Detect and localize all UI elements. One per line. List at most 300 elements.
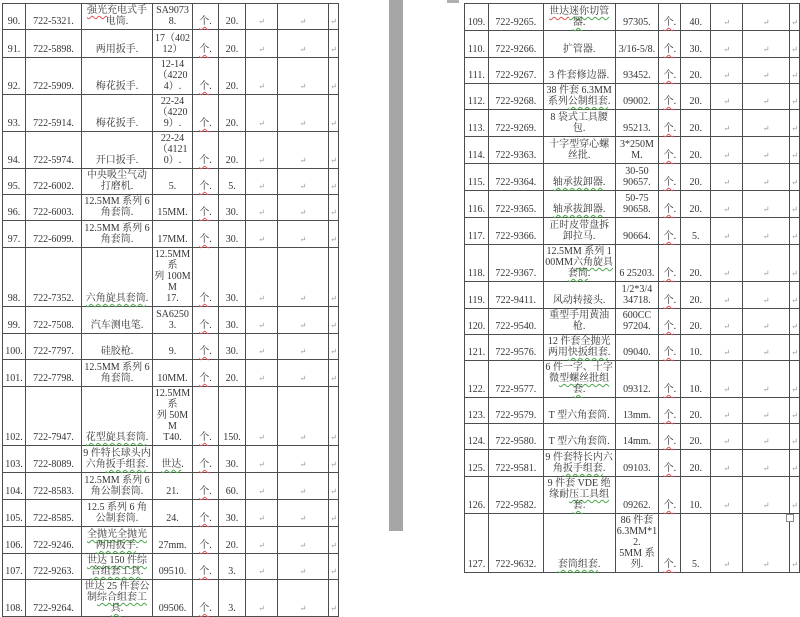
empty-cell[interactable]: [711, 424, 743, 450]
item-code-cell[interactable]: 722-9366.: [488, 218, 543, 245]
quantity-cell[interactable]: 20.: [681, 110, 711, 137]
quantity-cell[interactable]: 20.: [219, 360, 246, 387]
empty-cell[interactable]: [278, 4, 329, 30]
empty-cell[interactable]: [246, 195, 278, 221]
row-number-cell[interactable]: 126.: [465, 477, 489, 514]
empty-cell[interactable]: [711, 164, 743, 191]
quantity-cell[interactable]: 20.: [681, 84, 711, 110]
unit-cell[interactable]: 个.: [193, 473, 219, 500]
item-code-cell[interactable]: 722-8089.: [26, 446, 82, 473]
row-number-cell[interactable]: 108.: [3, 580, 26, 617]
quantity-cell[interactable]: 30.: [219, 446, 246, 473]
empty-cell[interactable]: [278, 554, 329, 580]
spec-cell[interactable]: 1/2*3/4 34718.: [615, 282, 659, 309]
spec-cell[interactable]: 14mm.: [615, 424, 659, 450]
row-number-cell[interactable]: 100.: [3, 334, 26, 360]
item-code-cell[interactable]: 722-9263.: [26, 554, 82, 580]
empty-cell[interactable]: [278, 580, 329, 617]
spec-cell[interactable]: 86 件套 6.3MM*12. 5MM 系列.: [615, 514, 659, 573]
item-code-cell[interactable]: 722-9364.: [488, 164, 543, 191]
unit-cell[interactable]: 个.: [659, 164, 681, 191]
item-name-cell[interactable]: 12 件套全抛光两用快扳组套.: [543, 335, 615, 361]
empty-cell[interactable]: [711, 477, 743, 514]
unit-cell[interactable]: 个.: [659, 361, 681, 398]
item-name-cell[interactable]: 12.5MM 系列 6 角套筒.: [82, 221, 153, 248]
row-number-cell[interactable]: 110.: [465, 31, 489, 58]
item-name-cell[interactable]: 世达 150 件综合组套工具.: [82, 554, 153, 580]
row-number-cell[interactable]: 90.: [3, 4, 26, 30]
empty-cell[interactable]: [711, 282, 743, 309]
item-code-cell[interactable]: 722-6002.: [26, 169, 82, 195]
quantity-cell[interactable]: 20.: [681, 164, 711, 191]
empty-cell[interactable]: [711, 191, 743, 218]
row-number-cell[interactable]: 96.: [3, 195, 26, 221]
empty-cell[interactable]: [278, 30, 329, 58]
spec-cell[interactable]: 6 25203.: [615, 245, 659, 282]
item-code-cell[interactable]: 722-7947.: [26, 387, 82, 446]
row-number-cell[interactable]: 117.: [465, 218, 489, 245]
item-code-cell[interactable]: 722-9411.: [488, 282, 543, 309]
empty-cell[interactable]: [743, 164, 790, 191]
item-code-cell[interactable]: 722-9577.: [488, 361, 543, 398]
inventory-table-right[interactable]: [464, 3, 800, 573]
empty-cell[interactable]: [743, 424, 790, 450]
row-number-cell[interactable]: 113.: [465, 110, 489, 137]
empty-cell[interactable]: [246, 580, 278, 617]
empty-cell[interactable]: [246, 500, 278, 527]
quantity-cell[interactable]: 20.: [219, 527, 246, 554]
empty-cell[interactable]: [711, 450, 743, 477]
item-name-cell[interactable]: 3 件套修边器.: [543, 58, 615, 84]
quantity-cell[interactable]: 20.: [681, 245, 711, 282]
unit-cell[interactable]: 个.: [193, 169, 219, 195]
spec-cell[interactable]: 09040.: [615, 335, 659, 361]
quantity-cell[interactable]: 150.: [219, 387, 246, 446]
quantity-cell[interactable]: 3.: [219, 580, 246, 617]
empty-cell[interactable]: [278, 95, 329, 132]
spec-cell[interactable]: 5.: [153, 169, 193, 195]
unit-cell[interactable]: 个.: [193, 307, 219, 334]
row-number-cell[interactable]: 123.: [465, 398, 489, 424]
item-name-cell[interactable]: 扩管器.: [543, 31, 615, 58]
spec-cell[interactable]: 600CC 97204.: [615, 309, 659, 335]
row-number-cell[interactable]: 112.: [465, 84, 489, 110]
item-code-cell[interactable]: 722-5898.: [26, 30, 82, 58]
spec-cell[interactable]: 12.5MM 系 列 100MM 17.: [153, 248, 193, 307]
row-number-cell[interactable]: 121.: [465, 335, 489, 361]
unit-cell[interactable]: 个.: [193, 248, 219, 307]
item-name-cell[interactable]: 六角旋具套筒.: [82, 248, 153, 307]
unit-cell[interactable]: 个.: [193, 95, 219, 132]
unit-cell[interactable]: 个.: [659, 514, 681, 573]
quantity-cell[interactable]: 5.: [219, 169, 246, 195]
empty-cell[interactable]: [246, 58, 278, 95]
quantity-cell[interactable]: 20.: [681, 450, 711, 477]
empty-cell[interactable]: [246, 473, 278, 500]
empty-cell[interactable]: [246, 307, 278, 334]
row-number-cell[interactable]: 114.: [465, 137, 489, 164]
empty-cell[interactable]: [246, 30, 278, 58]
row-number-cell[interactable]: 125.: [465, 450, 489, 477]
quantity-cell[interactable]: 20.: [219, 4, 246, 30]
spec-cell[interactable]: 17MM.: [153, 221, 193, 248]
item-code-cell[interactable]: 722-9579.: [488, 398, 543, 424]
row-number-cell[interactable]: 101.: [3, 360, 26, 387]
row-number-cell[interactable]: 119.: [465, 282, 489, 309]
item-code-cell[interactable]: 722-5321.: [26, 4, 82, 30]
row-number-cell[interactable]: 115.: [465, 164, 489, 191]
item-name-cell[interactable]: 全抛光全抛光两用扳手.: [82, 527, 153, 554]
spec-cell[interactable]: 95213.: [615, 110, 659, 137]
item-name-cell[interactable]: 38 件套 6.3MM 系列公制组套.: [543, 84, 615, 110]
empty-cell[interactable]: [711, 84, 743, 110]
row-number-cell[interactable]: 118.: [465, 245, 489, 282]
quantity-cell[interactable]: 20.: [681, 58, 711, 84]
empty-cell[interactable]: [278, 169, 329, 195]
unit-cell[interactable]: 个.: [659, 110, 681, 137]
table-move-handle[interactable]: [447, 0, 459, 3]
item-name-cell[interactable]: 汽车测电笔.: [82, 307, 153, 334]
item-code-cell[interactable]: 722-6003.: [26, 195, 82, 221]
unit-cell[interactable]: 个.: [659, 424, 681, 450]
empty-cell[interactable]: [246, 334, 278, 360]
item-name-cell[interactable]: 12.5MM 系列 6 角套筒.: [82, 360, 153, 387]
row-number-cell[interactable]: 99.: [3, 307, 26, 334]
quantity-cell[interactable]: 20.: [219, 58, 246, 95]
document-page-left[interactable]: [0, 0, 389, 614]
item-code-cell[interactable]: 722-5974.: [26, 132, 82, 169]
item-name-cell[interactable]: 开口扳手.: [82, 132, 153, 169]
unit-cell[interactable]: 个.: [659, 218, 681, 245]
item-name-cell[interactable]: 轴承拔卸器.: [543, 191, 615, 218]
row-number-cell[interactable]: 106.: [3, 527, 26, 554]
spec-cell[interactable]: 09312.: [615, 361, 659, 398]
unit-cell[interactable]: 个.: [659, 282, 681, 309]
empty-cell[interactable]: [743, 477, 790, 514]
quantity-cell[interactable]: 40.: [681, 4, 711, 31]
empty-cell[interactable]: [278, 307, 329, 334]
item-name-cell[interactable]: 世达 25 件套公制综合组套工具.: [82, 580, 153, 617]
inventory-table-left[interactable]: [2, 3, 339, 617]
row-number-cell[interactable]: 93.: [3, 95, 26, 132]
item-name-cell[interactable]: 中央吸尘气动打磨机.: [82, 169, 153, 195]
empty-cell[interactable]: [278, 132, 329, 169]
item-name-cell[interactable]: 两用扳手.: [82, 30, 153, 58]
quantity-cell[interactable]: 10.: [681, 361, 711, 398]
unit-cell[interactable]: 个.: [659, 58, 681, 84]
empty-cell[interactable]: [743, 4, 790, 31]
unit-cell[interactable]: 个.: [193, 360, 219, 387]
spec-cell[interactable]: 17（40212）: [153, 30, 193, 58]
unit-cell[interactable]: 个.: [193, 221, 219, 248]
quantity-cell[interactable]: 30.: [219, 195, 246, 221]
row-number-cell[interactable]: 127.: [465, 514, 489, 573]
empty-cell[interactable]: [246, 446, 278, 473]
quantity-cell[interactable]: 20.: [219, 30, 246, 58]
unit-cell[interactable]: 个.: [659, 191, 681, 218]
row-number-cell[interactable]: 120.: [465, 309, 489, 335]
spec-cell[interactable]: 12.5MM 系 列 50MM T40.: [153, 387, 193, 446]
unit-cell[interactable]: 个.: [659, 477, 681, 514]
quantity-cell[interactable]: 20.: [219, 95, 246, 132]
empty-cell[interactable]: [711, 110, 743, 137]
item-code-cell[interactable]: 722-9582.: [488, 477, 543, 514]
quantity-cell[interactable]: 20.: [681, 309, 711, 335]
item-name-cell[interactable]: 9 件套 VDE 绝缘耐压工具组套.: [543, 477, 615, 514]
quantity-cell[interactable]: 5.: [681, 218, 711, 245]
empty-cell[interactable]: [246, 221, 278, 248]
spec-cell[interactable]: 3*250MM.: [615, 137, 659, 164]
item-name-cell[interactable]: 9 件套特长内六角扳手组套.: [543, 450, 615, 477]
quantity-cell[interactable]: 20.: [681, 191, 711, 218]
item-name-cell[interactable]: 梅花扳手.: [82, 95, 153, 132]
item-code-cell[interactable]: 722-9581.: [488, 450, 543, 477]
quantity-cell[interactable]: 10.: [681, 477, 711, 514]
item-code-cell[interactable]: 722-9365.: [488, 191, 543, 218]
row-number-cell[interactable]: 122.: [465, 361, 489, 398]
spec-cell[interactable]: 09103.: [615, 450, 659, 477]
empty-cell[interactable]: [278, 360, 329, 387]
unit-cell[interactable]: 个.: [659, 137, 681, 164]
spec-cell[interactable]: SA90738.: [153, 4, 193, 30]
empty-cell[interactable]: [711, 245, 743, 282]
empty-cell[interactable]: [711, 361, 743, 398]
quantity-cell[interactable]: 20.: [681, 398, 711, 424]
row-number-cell[interactable]: 124.: [465, 424, 489, 450]
spec-cell[interactable]: 97305.: [615, 4, 659, 31]
item-name-cell[interactable]: 花型旋具套筒.: [82, 387, 153, 446]
item-code-cell[interactable]: 722-9363.: [488, 137, 543, 164]
empty-cell[interactable]: [278, 387, 329, 446]
empty-cell[interactable]: [743, 514, 790, 573]
quantity-cell[interactable]: 10.: [681, 335, 711, 361]
item-name-cell[interactable]: 风动转接头.: [543, 282, 615, 309]
empty-cell[interactable]: [743, 335, 790, 361]
row-number-cell[interactable]: 91.: [3, 30, 26, 58]
empty-cell[interactable]: [743, 84, 790, 110]
quantity-cell[interactable]: 3.: [219, 554, 246, 580]
row-number-cell[interactable]: 116.: [465, 191, 489, 218]
item-name-cell[interactable]: 12.5 系列 6 角公制套筒.: [82, 500, 153, 527]
unit-cell[interactable]: 个.: [659, 450, 681, 477]
row-number-cell[interactable]: 107.: [3, 554, 26, 580]
quantity-cell[interactable]: 30.: [219, 500, 246, 527]
spec-cell[interactable]: 09506.: [153, 580, 193, 617]
unit-cell[interactable]: 个.: [193, 527, 219, 554]
row-number-cell[interactable]: 111.: [465, 58, 489, 84]
item-name-cell[interactable]: 硅胶枪.: [82, 334, 153, 360]
item-code-cell[interactable]: 722-9264.: [26, 580, 82, 617]
spec-cell[interactable]: SA62503.: [153, 307, 193, 334]
item-name-cell[interactable]: 9 件特长球头内六角扳手组套.: [82, 446, 153, 473]
empty-cell[interactable]: [278, 446, 329, 473]
empty-cell[interactable]: [246, 248, 278, 307]
empty-cell[interactable]: [278, 500, 329, 527]
empty-cell[interactable]: [278, 527, 329, 554]
row-number-cell[interactable]: 109.: [465, 4, 489, 31]
spec-cell[interactable]: 90664.: [615, 218, 659, 245]
item-code-cell[interactable]: 722-7508.: [26, 307, 82, 334]
item-code-cell[interactable]: 722-7352.: [26, 248, 82, 307]
quantity-cell[interactable]: 20.: [681, 137, 711, 164]
item-code-cell[interactable]: 722-9367.: [488, 245, 543, 282]
item-code-cell[interactable]: 722-9580.: [488, 424, 543, 450]
row-number-cell[interactable]: 102.: [3, 387, 26, 446]
empty-cell[interactable]: [743, 282, 790, 309]
quantity-cell[interactable]: 5.: [681, 514, 711, 573]
item-name-cell[interactable]: 6 件一字、十字微型螺丝批组套.: [543, 361, 615, 398]
spec-cell[interactable]: 93452.: [615, 58, 659, 84]
spec-cell[interactable]: 30-50 90657.: [615, 164, 659, 191]
empty-cell[interactable]: [743, 137, 790, 164]
unit-cell[interactable]: 个.: [659, 335, 681, 361]
item-name-cell[interactable]: 轴承拔卸器.: [543, 164, 615, 191]
quantity-cell[interactable]: 30.: [219, 248, 246, 307]
empty-cell[interactable]: [743, 58, 790, 84]
item-code-cell[interactable]: 722-8583.: [26, 473, 82, 500]
spec-cell[interactable]: 9.: [153, 334, 193, 360]
item-name-cell[interactable]: T 型六角套筒.: [543, 398, 615, 424]
document-page-right[interactable]: [403, 0, 800, 570]
empty-cell[interactable]: [711, 309, 743, 335]
item-code-cell[interactable]: 722-9266.: [488, 31, 543, 58]
item-code-cell[interactable]: 722-9246.: [26, 527, 82, 554]
empty-cell[interactable]: [743, 398, 790, 424]
empty-cell[interactable]: [278, 334, 329, 360]
unit-cell[interactable]: 个.: [193, 334, 219, 360]
row-number-cell[interactable]: 92.: [3, 58, 26, 95]
item-name-cell[interactable]: 12.5MM 系列 6 角公制套筒.: [82, 473, 153, 500]
row-number-cell[interactable]: 97.: [3, 221, 26, 248]
spec-cell[interactable]: 10MM.: [153, 360, 193, 387]
unit-cell[interactable]: 个.: [193, 58, 219, 95]
quantity-cell[interactable]: 30.: [219, 334, 246, 360]
empty-cell[interactable]: [246, 360, 278, 387]
quantity-cell[interactable]: 20.: [681, 424, 711, 450]
row-number-cell[interactable]: 104.: [3, 473, 26, 500]
item-name-cell[interactable]: 强光充电式手电筒.: [82, 4, 153, 30]
empty-cell[interactable]: [743, 309, 790, 335]
spec-cell[interactable]: 3/16-5/8.: [615, 31, 659, 58]
unit-cell[interactable]: 个.: [193, 580, 219, 617]
empty-cell[interactable]: [278, 473, 329, 500]
empty-cell[interactable]: [711, 335, 743, 361]
empty-cell[interactable]: [278, 195, 329, 221]
empty-cell[interactable]: [246, 169, 278, 195]
spec-cell[interactable]: 12-14 （42204）.: [153, 58, 193, 95]
quantity-cell[interactable]: 60.: [219, 473, 246, 500]
unit-cell[interactable]: 个.: [193, 4, 219, 30]
empty-cell[interactable]: [711, 31, 743, 58]
spec-cell[interactable]: 27mm.: [153, 527, 193, 554]
empty-cell[interactable]: [743, 31, 790, 58]
spec-cell[interactable]: 22-24 （42209）.: [153, 95, 193, 132]
item-name-cell[interactable]: 套筒组套.: [543, 514, 615, 573]
unit-cell[interactable]: 个.: [193, 500, 219, 527]
item-code-cell[interactable]: 722-8585.: [26, 500, 82, 527]
empty-cell[interactable]: [743, 110, 790, 137]
empty-cell[interactable]: [743, 450, 790, 477]
unit-cell[interactable]: 个.: [193, 446, 219, 473]
empty-cell[interactable]: [246, 4, 278, 30]
item-name-cell[interactable]: 12.5MM 系列 100MM六角旋具套筒.: [543, 245, 615, 282]
table-resize-handle[interactable]: [786, 514, 794, 522]
empty-cell[interactable]: [711, 514, 743, 573]
row-number-cell[interactable]: 103.: [3, 446, 26, 473]
unit-cell[interactable]: 个.: [193, 195, 219, 221]
empty-cell[interactable]: [711, 398, 743, 424]
row-number-cell[interactable]: 105.: [3, 500, 26, 527]
item-code-cell[interactable]: 722-9265.: [488, 4, 543, 31]
item-name-cell[interactable]: 世达迷你切管器.: [543, 4, 615, 31]
empty-cell[interactable]: [278, 58, 329, 95]
unit-cell[interactable]: 个.: [193, 387, 219, 446]
empty-cell[interactable]: [246, 132, 278, 169]
empty-cell[interactable]: [743, 191, 790, 218]
empty-cell[interactable]: [246, 554, 278, 580]
spec-cell[interactable]: 15MM.: [153, 195, 193, 221]
item-name-cell[interactable]: 正时皮带盘拆卸拉马.: [543, 218, 615, 245]
unit-cell[interactable]: 个.: [659, 245, 681, 282]
empty-cell[interactable]: [278, 221, 329, 248]
item-code-cell[interactable]: 722-7798.: [26, 360, 82, 387]
item-name-cell[interactable]: 十字型穿心螺丝批.: [543, 137, 615, 164]
quantity-cell[interactable]: 30.: [681, 31, 711, 58]
empty-cell[interactable]: [743, 218, 790, 245]
item-code-cell[interactable]: 722-5914.: [26, 95, 82, 132]
spec-cell[interactable]: 21.: [153, 473, 193, 500]
unit-cell[interactable]: 个.: [659, 309, 681, 335]
item-name-cell[interactable]: T 型六角套筒.: [543, 424, 615, 450]
empty-cell[interactable]: [743, 245, 790, 282]
unit-cell[interactable]: 个.: [193, 132, 219, 169]
item-name-cell[interactable]: 12.5MM 系列 6 角套筒.: [82, 195, 153, 221]
empty-cell[interactable]: [711, 218, 743, 245]
unit-cell[interactable]: 个.: [193, 554, 219, 580]
empty-cell[interactable]: [278, 248, 329, 307]
spec-cell[interactable]: 22-24 （41210）.: [153, 132, 193, 169]
unit-cell[interactable]: 个.: [659, 84, 681, 110]
empty-cell[interactable]: [246, 527, 278, 554]
row-number-cell[interactable]: 94.: [3, 132, 26, 169]
spec-cell[interactable]: 09002.: [615, 84, 659, 110]
item-code-cell[interactable]: 722-9269.: [488, 110, 543, 137]
quantity-cell[interactable]: 20.: [681, 282, 711, 309]
quantity-cell[interactable]: 30.: [219, 307, 246, 334]
item-name-cell[interactable]: 梅花扳手.: [82, 58, 153, 95]
item-name-cell[interactable]: 重型手用黄油枪.: [543, 309, 615, 335]
spec-cell[interactable]: 09262.: [615, 477, 659, 514]
empty-cell[interactable]: [246, 95, 278, 132]
item-code-cell[interactable]: 722-6099.: [26, 221, 82, 248]
row-number-cell[interactable]: 95.: [3, 169, 26, 195]
empty-cell[interactable]: [711, 4, 743, 31]
item-code-cell[interactable]: 722-7797.: [26, 334, 82, 360]
item-code-cell[interactable]: 722-9267.: [488, 58, 543, 84]
item-code-cell[interactable]: 722-9632.: [488, 514, 543, 573]
spec-cell[interactable]: 24.: [153, 500, 193, 527]
unit-cell[interactable]: 个.: [659, 398, 681, 424]
item-code-cell[interactable]: 722-9268.: [488, 84, 543, 110]
item-code-cell[interactable]: 722-9540.: [488, 309, 543, 335]
empty-cell[interactable]: [246, 387, 278, 446]
empty-cell[interactable]: [743, 361, 790, 398]
empty-cell[interactable]: [711, 58, 743, 84]
row-number-cell[interactable]: 98.: [3, 248, 26, 307]
quantity-cell[interactable]: 30.: [219, 221, 246, 248]
unit-cell[interactable]: 个.: [659, 31, 681, 58]
spec-cell[interactable]: 50-75 90658.: [615, 191, 659, 218]
